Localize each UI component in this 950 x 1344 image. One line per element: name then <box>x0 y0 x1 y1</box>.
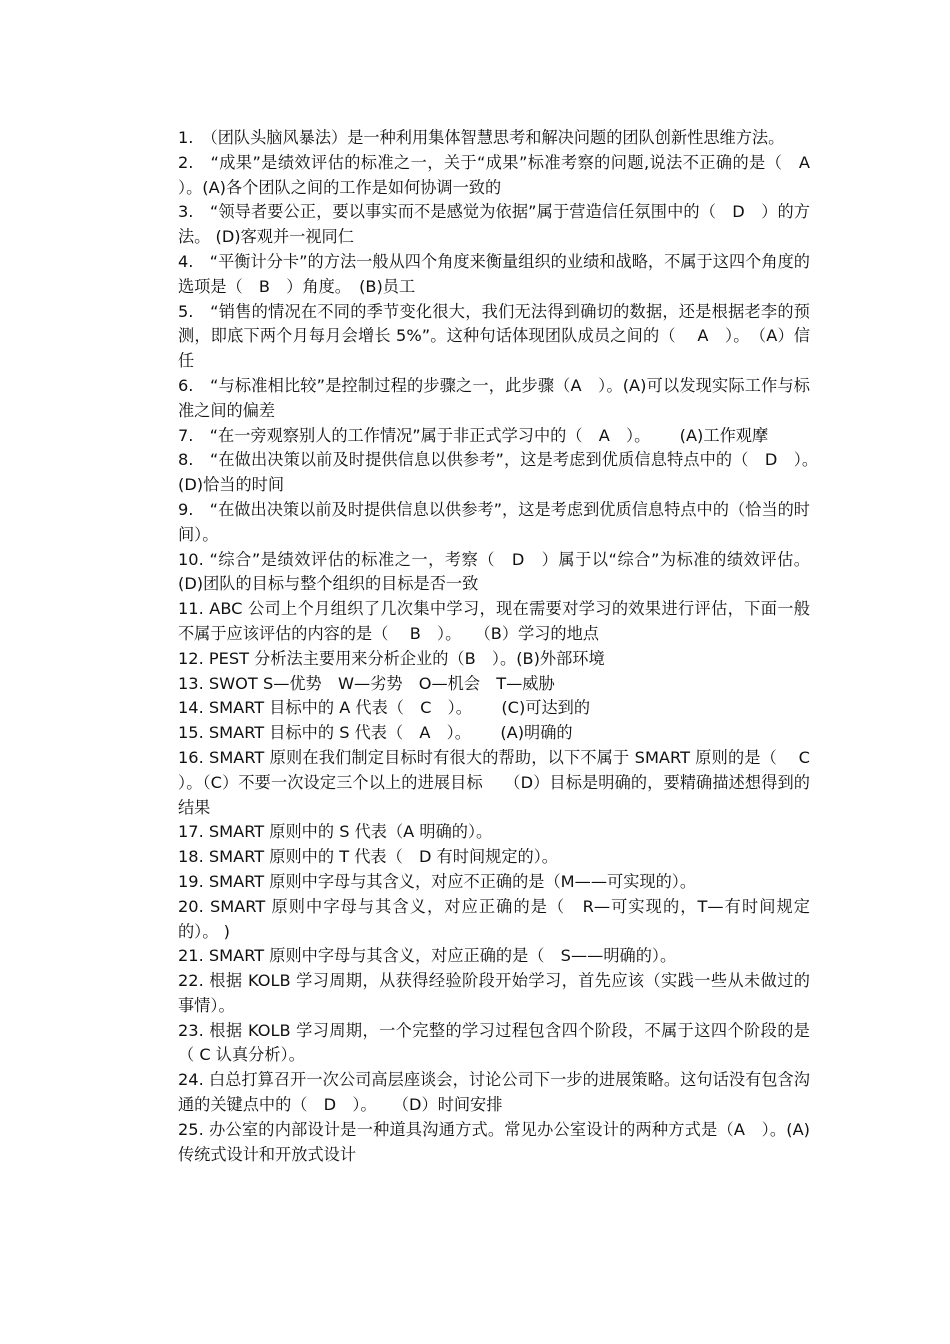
question-item-20: 20. SMART 原则中字母与其含义，对应正确的是（ R—可实现的，T—有时间规定的）。 ) <box>178 896 810 941</box>
question-item-23: 23. 根据 KOLB 学习周期，一个完整的学习过程包含四个阶段，不属于这四个阶段的是（ C 认真分析）。 <box>178 1020 810 1065</box>
question-item-5: 5. “销售的情况在不同的季节变化很大，我们无法得到确切的数据，还是根据老李的预测，即底下两个月每月会增长 5%”。这种句话体现团队成员之间的（ A ）。 （A）信任 <box>178 301 810 371</box>
question-item-16: 16. SMART 原则在我们制定目标时有很大的帮助，以下不属于 SMART 原则的是（ C ）。（C）不要一次设定三个以上的进展目标 （D）目标是明确的，要精确描述想得到的结果 <box>178 747 827 817</box>
question-item-25: 25. 办公室的内部设计是一种道具沟通方式。常见办公室设计的两种方式是（A ）。(A)传统式设计和开放式设计 <box>178 1119 810 1164</box>
question-item-19: 19. SMART 原则中字母与其含义，对应不正确的是（M——可实现的）。 <box>178 871 697 891</box>
question-item-9: 9. “在做出决策以前及时提供信息以供参考”，这是考虑到优质信息特点中的（恰当的时间）。 <box>178 499 810 544</box>
question-item-21: 21. SMART 原则中字母与其含义，对应正确的是（ S——明确的）。 <box>178 946 677 966</box>
question-item-14: 14. SMART 目标中的 A 代表（ C ）。 (C)可达到的 <box>178 698 591 718</box>
question-item-7: 7. “在一旁观察别人的工作情况”属于非正式学习中的（ A ）。 (A)工作观摩 <box>178 425 769 445</box>
question-item-1: 1. （团队头脑风暴法）是一种利用集体智慧思考和解决问题的团队创新性思维方法。 <box>178 128 785 147</box>
question-item-12: 12. PEST 分析法主要用来分析企业的（B ）。(B)外部环境 <box>178 648 605 668</box>
question-item-18: 18. SMART 原则中的 T 代表（ D 有时间规定的）。 <box>178 847 558 867</box>
question-item-3: 3. “领导者要公正，要以事实而不是感觉为依据”属于营造信任氛围中的（ D ）的方法。 (D)客观并一视同仁 <box>178 202 810 247</box>
question-item-11: 11. ABC 公司上个月组织了几次集中学习，现在需要对学习的效果进行评估，下面一般不属于应该评估的内容的是（ B ）。 （B）学习的地点 <box>178 599 810 643</box>
question-item-2: 2. “成果”是绩效评估的标准之一，关于“成果”标准考察的问题,说法不正确的是（ A ）。(A)各个团队之间的工作是如何协调一致的 <box>178 152 827 197</box>
question-item-4: 4. “平衡计分卡”的方法一般从四个角度来衡量组织的业绩和战略，不属于这四个角度的选项是（ B ）角度。 (B)员工 <box>178 251 810 296</box>
question-item-22: 22. 根据 KOLB 学习周期，从获得经验阶段开始学习，首先应该（实践一些从未做过的事情）。 <box>178 971 810 1015</box>
question-item-24: 24. 白总打算召开一次公司高层座谈会，讨论公司下一步的进展策略。这句话没有包含沟通的关键点中的（ D ）。 （D）时间安排 <box>178 1070 810 1115</box>
question-item-17: 17. SMART 原则中的 S 代表（A 明确的）。 <box>178 822 493 842</box>
question-item-8: 8. “在做出决策以前及时提供信息以供参考”，这是考虑到优质信息特点中的（ D ）。 (D)恰当的时间 <box>178 450 827 495</box>
question-item-10: 10. “综合”是绩效评估的标准之一，考察（ D ）属于以“综合”为标准的绩效评估。 (D)团队的目标与整个组织的目标是否一致 <box>178 549 810 594</box>
question-list <box>178 126 827 1167</box>
question-item-15: 15. SMART 目标中的 S 代表（ A ）。 (A)明确的 <box>178 723 573 743</box>
question-item-13: 13. SWOT S—优势 W—劣势 O—机会 T—威胁 <box>178 673 555 693</box>
question-item-6: 6. “与标准相比较”是控制过程的步骤之一，此步骤（A ）。(A)可以发现实际工作与标准之间的偏差 <box>178 375 810 420</box>
